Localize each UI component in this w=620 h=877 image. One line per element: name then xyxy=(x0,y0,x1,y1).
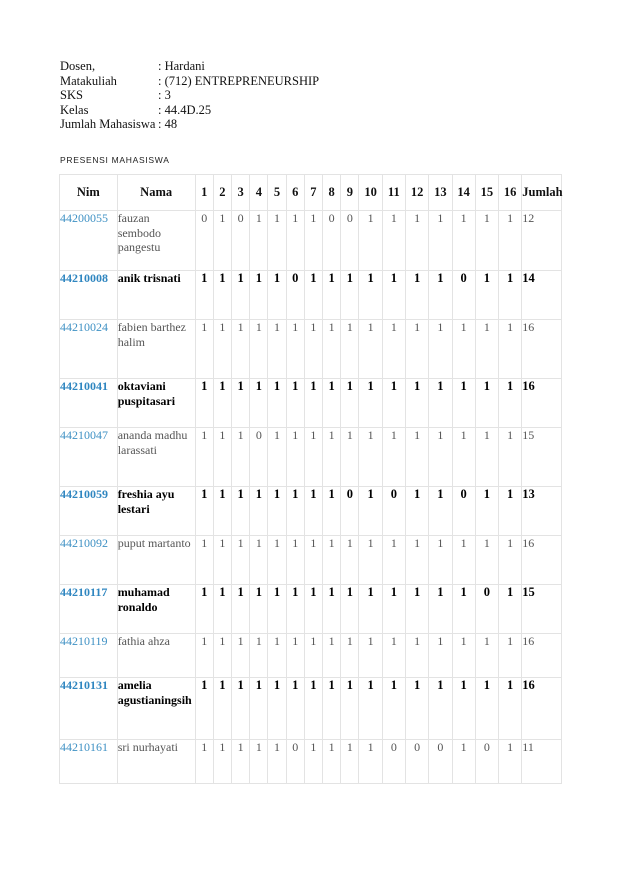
attendance-mark: 1 xyxy=(382,678,405,740)
attendance-mark: 1 xyxy=(213,487,231,536)
student-nim-link[interactable]: 44200055 xyxy=(60,211,118,271)
attendance-mark: 0 xyxy=(475,585,498,634)
table-header-row xyxy=(60,175,562,211)
attendance-mark: 1 xyxy=(323,634,341,678)
attendance-mark: 1 xyxy=(429,585,452,634)
attendance-mark: 0 xyxy=(382,740,405,784)
col-header-session: 8 xyxy=(323,175,341,211)
attendance-mark: 1 xyxy=(232,585,250,634)
attendance-mark: 1 xyxy=(452,536,475,585)
attendance-mark: 1 xyxy=(323,536,341,585)
attendance-mark: 0 xyxy=(250,428,268,487)
attendance-mark: 1 xyxy=(452,678,475,740)
student-name: puput martanto xyxy=(117,536,195,585)
attendance-mark: 1 xyxy=(232,487,250,536)
attendance-mark: 1 xyxy=(286,211,304,271)
student-nim-link[interactable]: 44210041 xyxy=(60,379,118,428)
student-name: fabien barthez halim xyxy=(117,320,195,379)
attendance-mark: 1 xyxy=(341,536,359,585)
attendance-mark: 1 xyxy=(499,585,522,634)
attendance-mark: 1 xyxy=(304,678,322,740)
attendance-mark: 1 xyxy=(286,536,304,585)
attendance-mark: 1 xyxy=(429,271,452,320)
attendance-mark: 1 xyxy=(323,379,341,428)
student-nim-link[interactable]: 44210092 xyxy=(60,536,118,585)
attendance-mark: 1 xyxy=(499,428,522,487)
attendance-mark: 1 xyxy=(405,211,428,271)
attendance-mark: 1 xyxy=(382,585,405,634)
student-name: fauzan sembodo pangestu xyxy=(117,211,195,271)
dosen-label: Dosen, xyxy=(60,59,96,73)
attendance-mark: 0 xyxy=(341,487,359,536)
table-row xyxy=(60,634,562,678)
attendance-mark: 1 xyxy=(452,585,475,634)
attendance-mark: 1 xyxy=(286,487,304,536)
attendance-mark: 1 xyxy=(475,428,498,487)
attendance-mark: 0 xyxy=(286,740,304,784)
attendance-mark: 1 xyxy=(232,536,250,585)
attendance-mark: 1 xyxy=(323,320,341,379)
attendance-mark: 1 xyxy=(323,428,341,487)
table-row xyxy=(60,271,562,320)
attendance-mark: 1 xyxy=(475,634,498,678)
attendance-mark: 1 xyxy=(452,211,475,271)
attendance-mark: 1 xyxy=(475,211,498,271)
attendance-mark: 1 xyxy=(250,585,268,634)
table-row xyxy=(60,379,562,428)
attendance-mark: 1 xyxy=(429,379,452,428)
attendance-mark: 1 xyxy=(213,428,231,487)
col-header-session: 10 xyxy=(359,175,382,211)
attendance-mark: 1 xyxy=(429,678,452,740)
attendance-mark: 1 xyxy=(195,740,213,784)
attendance-mark: 1 xyxy=(475,271,498,320)
attendance-mark: 1 xyxy=(195,536,213,585)
attendance-mark: 1 xyxy=(250,211,268,271)
attendance-mark: 1 xyxy=(232,271,250,320)
attendance-mark: 0 xyxy=(195,211,213,271)
attendance-mark: 1 xyxy=(382,634,405,678)
attendance-mark: 1 xyxy=(382,379,405,428)
col-header-session: 1 xyxy=(195,175,213,211)
attendance-mark: 0 xyxy=(405,740,428,784)
col-header-session: 4 xyxy=(250,175,268,211)
attendance-total: 11 xyxy=(522,740,562,784)
sks-value: : 3 xyxy=(158,88,171,103)
attendance-mark: 1 xyxy=(304,211,322,271)
attendance-mark: 1 xyxy=(232,320,250,379)
attendance-mark: 0 xyxy=(382,487,405,536)
attendance-mark: 1 xyxy=(304,428,322,487)
student-nim-link[interactable]: 44210024 xyxy=(60,320,118,379)
attendance-mark: 1 xyxy=(232,428,250,487)
attendance-mark: 1 xyxy=(286,678,304,740)
attendance-mark: 1 xyxy=(359,634,382,678)
attendance-mark: 1 xyxy=(499,634,522,678)
attendance-mark: 1 xyxy=(304,536,322,585)
attendance-mark: 1 xyxy=(268,428,286,487)
attendance-mark: 1 xyxy=(268,379,286,428)
attendance-total: 16 xyxy=(522,379,562,428)
sks-label: SKS xyxy=(60,88,83,103)
header-row-matakuliah xyxy=(60,74,319,89)
attendance-mark: 1 xyxy=(213,740,231,784)
attendance-total: 16 xyxy=(522,536,562,585)
attendance-mark: 1 xyxy=(341,320,359,379)
attendance-mark: 1 xyxy=(359,211,382,271)
student-name: muhamad ronaldo xyxy=(117,585,195,634)
col-header-session: 16 xyxy=(499,175,522,211)
col-header-session: 15 xyxy=(475,175,498,211)
student-nim-link[interactable]: 44210008 xyxy=(60,271,118,320)
attendance-total: 12 xyxy=(522,211,562,271)
col-header-session: 12 xyxy=(405,175,428,211)
attendance-mark: 1 xyxy=(304,487,322,536)
attendance-mark: 1 xyxy=(195,634,213,678)
attendance-mark: 1 xyxy=(323,585,341,634)
attendance-mark: 1 xyxy=(268,740,286,784)
attendance-mark: 1 xyxy=(232,634,250,678)
header-row-dosen xyxy=(60,59,319,74)
table-row xyxy=(60,428,562,487)
student-name: anik trisnati xyxy=(117,271,195,320)
col-header-session: 9 xyxy=(341,175,359,211)
section-title: PRESENSI MAHASISWA xyxy=(60,155,170,165)
attendance-mark: 1 xyxy=(268,320,286,379)
attendance-mark: 1 xyxy=(213,320,231,379)
attendance-mark: 1 xyxy=(323,487,341,536)
attendance-mark: 1 xyxy=(452,740,475,784)
attendance-mark: 1 xyxy=(250,487,268,536)
matakuliah-value: : (712) ENTREPRENEURSHIP xyxy=(158,73,320,88)
attendance-mark: 1 xyxy=(213,271,231,320)
attendance-mark: 1 xyxy=(359,271,382,320)
student-name: freshia ayu lestari xyxy=(117,487,195,536)
attendance-mark: 1 xyxy=(475,487,498,536)
attendance-mark: 1 xyxy=(499,320,522,379)
attendance-mark: 1 xyxy=(452,320,475,379)
attendance-mark: 1 xyxy=(213,536,231,585)
attendance-mark: 0 xyxy=(323,211,341,271)
attendance-mark: 1 xyxy=(232,740,250,784)
col-header-session: 6 xyxy=(286,175,304,211)
student-name: amelia agustianingsih xyxy=(117,678,195,740)
attendance-mark: 1 xyxy=(429,320,452,379)
jumlah-mahasiswa-label: Jumlah Mahasiswa xyxy=(60,117,156,132)
dosen-value: : Hardani xyxy=(158,59,205,73)
attendance-mark: 1 xyxy=(382,428,405,487)
attendance-mark: 1 xyxy=(304,379,322,428)
attendance-mark: 1 xyxy=(359,585,382,634)
attendance-mark: 1 xyxy=(475,379,498,428)
attendance-mark: 1 xyxy=(286,428,304,487)
table-row xyxy=(60,211,562,271)
col-header-session: 14 xyxy=(452,175,475,211)
attendance-mark: 1 xyxy=(499,740,522,784)
attendance-mark: 1 xyxy=(405,487,428,536)
student-nim-link[interactable]: 44210161 xyxy=(60,740,118,784)
attendance-mark: 1 xyxy=(232,379,250,428)
attendance-mark: 0 xyxy=(452,271,475,320)
student-name: fathia ahza xyxy=(117,634,195,678)
attendance-mark: 1 xyxy=(213,678,231,740)
attendance-mark: 1 xyxy=(341,271,359,320)
attendance-mark: 1 xyxy=(499,271,522,320)
attendance-mark: 1 xyxy=(475,678,498,740)
attendance-mark: 1 xyxy=(195,428,213,487)
attendance-mark: 1 xyxy=(359,379,382,428)
student-nim-link[interactable]: 44210059 xyxy=(60,487,118,536)
attendance-mark: 1 xyxy=(286,585,304,634)
attendance-mark: 1 xyxy=(250,536,268,585)
matakuliah-label: Matakuliah xyxy=(60,73,117,88)
attendance-mark: 1 xyxy=(304,320,322,379)
attendance-table xyxy=(59,174,562,784)
attendance-mark: 1 xyxy=(405,678,428,740)
attendance-mark: 1 xyxy=(268,678,286,740)
col-header-session: 7 xyxy=(304,175,322,211)
attendance-mark: 1 xyxy=(499,211,522,271)
table-row xyxy=(60,678,562,740)
attendance-mark: 1 xyxy=(250,271,268,320)
attendance-mark: 1 xyxy=(499,678,522,740)
attendance-mark: 1 xyxy=(323,678,341,740)
attendance-mark: 1 xyxy=(268,487,286,536)
attendance-mark: 1 xyxy=(268,585,286,634)
attendance-mark: 1 xyxy=(359,320,382,379)
attendance-mark: 1 xyxy=(250,634,268,678)
col-header-session: 11 xyxy=(382,175,405,211)
kelas-label: Kelas xyxy=(60,102,89,117)
attendance-mark: 1 xyxy=(323,740,341,784)
attendance-mark: 0 xyxy=(341,211,359,271)
attendance-mark: 1 xyxy=(499,379,522,428)
attendance-mark: 1 xyxy=(268,211,286,271)
attendance-mark: 1 xyxy=(250,379,268,428)
attendance-mark: 0 xyxy=(452,487,475,536)
table-row xyxy=(60,320,562,379)
attendance-mark: 1 xyxy=(475,536,498,585)
attendance-mark: 1 xyxy=(405,536,428,585)
header-row-sks xyxy=(60,88,319,103)
attendance-mark: 1 xyxy=(452,379,475,428)
col-header-session: 13 xyxy=(429,175,452,211)
table-body xyxy=(60,211,562,784)
attendance-mark: 1 xyxy=(429,487,452,536)
attendance-mark: 1 xyxy=(429,634,452,678)
attendance-mark: 1 xyxy=(359,428,382,487)
col-header-nim: Nim xyxy=(60,175,118,211)
col-header-jumlah: Jumlah xyxy=(522,175,562,211)
table-row xyxy=(60,740,562,784)
attendance-mark: 1 xyxy=(341,678,359,740)
attendance-mark: 1 xyxy=(382,211,405,271)
attendance-total: 14 xyxy=(522,271,562,320)
kelas-value: : 44.4D.25 xyxy=(158,102,212,117)
attendance-mark: 0 xyxy=(475,740,498,784)
attendance-mark: 1 xyxy=(499,536,522,585)
attendance-total: 16 xyxy=(522,634,562,678)
col-header-session: 2 xyxy=(213,175,231,211)
attendance-mark: 1 xyxy=(304,585,322,634)
attendance-total: 15 xyxy=(522,428,562,487)
attendance-mark: 1 xyxy=(213,585,231,634)
table-row xyxy=(60,536,562,585)
col-header-session: 3 xyxy=(232,175,250,211)
attendance-mark: 1 xyxy=(359,487,382,536)
attendance-mark: 1 xyxy=(359,536,382,585)
table-row xyxy=(60,585,562,634)
attendance-mark: 1 xyxy=(429,428,452,487)
attendance-mark: 1 xyxy=(268,536,286,585)
attendance-mark: 0 xyxy=(429,740,452,784)
header-row-jumlah xyxy=(60,117,319,132)
attendance-mark: 1 xyxy=(195,678,213,740)
attendance-mark: 1 xyxy=(232,678,250,740)
attendance-mark: 1 xyxy=(286,634,304,678)
attendance-mark: 1 xyxy=(452,634,475,678)
attendance-mark: 1 xyxy=(341,428,359,487)
attendance-mark: 1 xyxy=(429,536,452,585)
attendance-mark: 1 xyxy=(405,428,428,487)
attendance-mark: 1 xyxy=(250,740,268,784)
attendance-mark: 1 xyxy=(268,271,286,320)
table-row xyxy=(60,487,562,536)
attendance-mark: 1 xyxy=(286,379,304,428)
student-nim-link[interactable]: 44210131 xyxy=(60,678,118,740)
attendance-mark: 1 xyxy=(452,428,475,487)
col-header-nama: Nama xyxy=(117,175,195,211)
student-nim-link[interactable]: 44210117 xyxy=(60,585,118,634)
student-name: ananda madhu larassati xyxy=(117,428,195,487)
student-name: oktaviani puspitasari xyxy=(117,379,195,428)
attendance-mark: 1 xyxy=(405,379,428,428)
header-row-kelas xyxy=(60,103,319,118)
attendance-total: 15 xyxy=(522,585,562,634)
attendance-mark: 0 xyxy=(232,211,250,271)
attendance-mark: 1 xyxy=(382,320,405,379)
attendance-mark: 1 xyxy=(405,585,428,634)
student-nim-link[interactable]: 44210047 xyxy=(60,428,118,487)
attendance-mark: 1 xyxy=(405,271,428,320)
course-header xyxy=(60,59,319,132)
attendance-total: 16 xyxy=(522,678,562,740)
attendance-mark: 1 xyxy=(213,211,231,271)
attendance-mark: 1 xyxy=(250,678,268,740)
attendance-mark: 1 xyxy=(323,271,341,320)
student-nim-link[interactable]: 44210119 xyxy=(60,634,118,678)
attendance-mark: 1 xyxy=(250,320,268,379)
attendance-mark: 1 xyxy=(341,740,359,784)
attendance-mark: 1 xyxy=(304,740,322,784)
attendance-mark: 1 xyxy=(429,211,452,271)
attendance-mark: 1 xyxy=(341,634,359,678)
attendance-mark: 1 xyxy=(382,536,405,585)
attendance-mark: 1 xyxy=(195,271,213,320)
attendance-mark: 1 xyxy=(405,320,428,379)
attendance-mark: 1 xyxy=(359,740,382,784)
attendance-mark: 1 xyxy=(304,271,322,320)
attendance-mark: 1 xyxy=(359,678,382,740)
attendance-mark: 1 xyxy=(213,634,231,678)
jumlah-mahasiswa-value: : 48 xyxy=(158,117,178,132)
attendance-mark: 1 xyxy=(268,634,286,678)
attendance-mark: 1 xyxy=(475,320,498,379)
col-header-session: 5 xyxy=(268,175,286,211)
attendance-mark: 1 xyxy=(195,379,213,428)
attendance-mark: 1 xyxy=(382,271,405,320)
student-name: sri nurhayati xyxy=(117,740,195,784)
attendance-mark: 1 xyxy=(341,585,359,634)
attendance-mark: 1 xyxy=(499,487,522,536)
attendance-mark: 1 xyxy=(405,634,428,678)
attendance-total: 13 xyxy=(522,487,562,536)
attendance-mark: 1 xyxy=(195,320,213,379)
attendance-mark: 0 xyxy=(286,271,304,320)
attendance-mark: 1 xyxy=(304,634,322,678)
attendance-mark: 1 xyxy=(195,487,213,536)
attendance-mark: 1 xyxy=(286,320,304,379)
attendance-mark: 1 xyxy=(195,585,213,634)
attendance-mark: 1 xyxy=(341,379,359,428)
attendance-total: 16 xyxy=(522,320,562,379)
attendance-mark: 1 xyxy=(213,379,231,428)
